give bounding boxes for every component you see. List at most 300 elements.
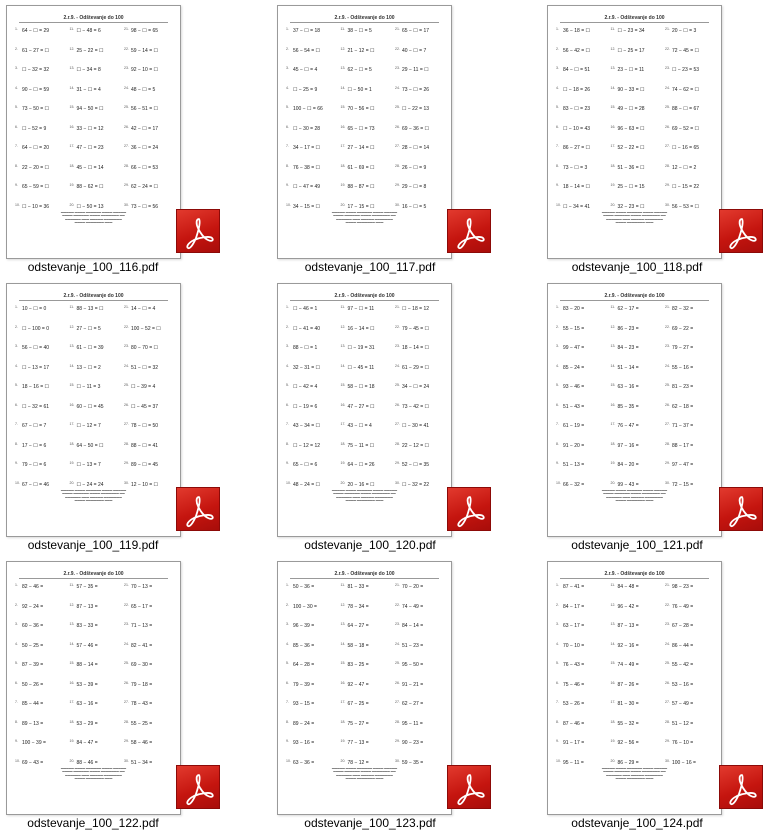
problem-number: 21. bbox=[124, 27, 129, 31]
file-name-label[interactable]: odstevanje_100_124.pdf bbox=[571, 816, 703, 830]
problem-item bbox=[395, 145, 443, 165]
problem-text: 73 − ☐ = 56 bbox=[131, 203, 159, 210]
problem-item bbox=[395, 165, 443, 185]
problem-text: 83 − 33 = bbox=[76, 623, 98, 629]
problem-number: 23. bbox=[665, 66, 670, 70]
pdf-thumbnail bbox=[547, 283, 722, 537]
problem-columns bbox=[7, 584, 180, 779]
problem-item bbox=[70, 623, 118, 643]
problem-item bbox=[15, 67, 63, 87]
problem-item bbox=[611, 623, 659, 643]
problem-number: 27. bbox=[395, 144, 400, 148]
problem-number: 16. bbox=[610, 402, 616, 407]
problem-number: 21. bbox=[124, 305, 129, 309]
problem-item bbox=[395, 721, 443, 741]
problem-item bbox=[611, 67, 659, 87]
problem-text: 67 − 25 = bbox=[347, 701, 369, 707]
problem-number: 8. bbox=[286, 163, 289, 168]
problem-text: 22 − 12 = ☐ bbox=[402, 442, 430, 449]
problem-number: 1. bbox=[286, 583, 289, 587]
problem-text: ☐ − 12 = 7 bbox=[76, 423, 101, 429]
problem-item bbox=[556, 662, 604, 682]
file-item[interactable] bbox=[527, 0, 767, 278]
problem-number: 12. bbox=[69, 46, 75, 51]
problem-text: 94 − 50 = ☐ bbox=[76, 106, 104, 112]
problem-text: 60 − 36 = bbox=[22, 623, 44, 629]
problem-column bbox=[124, 28, 172, 223]
problem-text: 93 − 16 = bbox=[293, 740, 315, 746]
problem-item bbox=[15, 184, 63, 204]
problem-text: 58 − ☐ = 18 bbox=[347, 384, 375, 390]
problem-item bbox=[665, 145, 713, 165]
problem-number: 9. bbox=[286, 183, 289, 187]
problem-number: 18. bbox=[610, 719, 616, 724]
problem-item bbox=[124, 643, 172, 663]
problem-number: 20. bbox=[610, 758, 616, 763]
file-item[interactable] bbox=[0, 278, 240, 556]
problem-number: 16. bbox=[610, 680, 616, 685]
problem-text: 61 − 19 = bbox=[563, 423, 585, 429]
problem-number: 25. bbox=[665, 383, 670, 387]
problem-text: 51 − 43 = bbox=[563, 403, 585, 410]
problem-text: 81 − 23 = bbox=[672, 384, 694, 390]
problem-item bbox=[611, 28, 659, 48]
problem-text: 12 − ☐ = 2 bbox=[672, 164, 697, 171]
problem-text: 20 − ☐ = 3 bbox=[672, 28, 697, 34]
problem-text: 87 − 26 = bbox=[617, 681, 639, 688]
problem-item bbox=[611, 584, 659, 604]
problem-number: 9. bbox=[15, 183, 18, 187]
problem-text: 16 − ☐ = 5 bbox=[402, 203, 427, 210]
problem-text: 92 − 24 = bbox=[22, 603, 44, 610]
problem-item bbox=[611, 682, 659, 702]
problem-number: 15. bbox=[340, 661, 346, 665]
problem-text: 63 − 16 = bbox=[617, 384, 639, 390]
problem-text: 70 − 20 = bbox=[402, 584, 424, 590]
problem-text: 47 − ☐ = 23 bbox=[76, 145, 104, 151]
problem-text: 90 − 33 = ☐ bbox=[617, 86, 645, 93]
problem-item bbox=[15, 48, 63, 68]
problem-number: 18. bbox=[610, 163, 616, 168]
problem-number: 3. bbox=[286, 344, 289, 348]
sheet-divider bbox=[290, 300, 439, 301]
problem-number: 11. bbox=[610, 583, 616, 587]
file-item[interactable] bbox=[0, 0, 240, 278]
problem-text: 64 − ☐ = 26 bbox=[347, 462, 375, 468]
problem-number: 1. bbox=[556, 305, 559, 309]
problem-column bbox=[124, 584, 172, 779]
problem-number: 3. bbox=[556, 344, 559, 348]
problem-number: 16. bbox=[610, 124, 616, 129]
problem-text: 34 − 17 = ☐ bbox=[293, 145, 321, 151]
problem-item bbox=[341, 423, 389, 443]
problem-text: 55 − 16 = bbox=[672, 364, 694, 371]
problem-text: 18 − 16 = ☐ bbox=[22, 384, 50, 390]
problem-text: 86 − 27 = ☐ bbox=[563, 145, 591, 151]
problem-item bbox=[665, 28, 713, 48]
problem-number: 16. bbox=[69, 124, 75, 129]
problem-number: 1. bbox=[15, 583, 18, 587]
problem-number: 2. bbox=[15, 46, 18, 51]
file-item[interactable] bbox=[527, 278, 767, 556]
problem-text: 88 − 46 = bbox=[76, 759, 98, 766]
problem-item bbox=[395, 87, 443, 107]
problem-item bbox=[124, 326, 172, 346]
problem-item bbox=[341, 28, 389, 48]
problem-text: 97 − ☐ = 11 bbox=[347, 306, 375, 312]
problem-number: 11. bbox=[69, 27, 75, 31]
problem-number: 6. bbox=[286, 402, 289, 407]
problem-number: 11. bbox=[340, 305, 346, 309]
problem-item bbox=[556, 87, 604, 107]
file-item[interactable] bbox=[0, 556, 240, 834]
problem-text: 67 − 28 = bbox=[672, 623, 694, 629]
problem-item bbox=[70, 682, 118, 702]
problem-item bbox=[611, 306, 659, 326]
problem-number: 7. bbox=[15, 700, 18, 704]
problem-item bbox=[665, 404, 713, 424]
file-item[interactable] bbox=[264, 0, 504, 278]
sheet-title: 2.r.9. - Odštevanje do 100 bbox=[63, 15, 124, 21]
problem-item bbox=[556, 740, 604, 760]
problem-item bbox=[124, 28, 172, 48]
problem-number: 14. bbox=[69, 641, 75, 646]
problem-text: 53 − 26 = bbox=[563, 701, 585, 707]
problem-text: 95 − 11 = bbox=[402, 720, 423, 727]
problem-text: 79 − 27 = bbox=[672, 345, 694, 351]
problem-item bbox=[395, 126, 443, 146]
problem-number: 20. bbox=[340, 480, 346, 485]
problem-text: 65 − ☐ = 6 bbox=[293, 462, 318, 468]
problem-number: 19. bbox=[69, 183, 75, 187]
problem-number: 9. bbox=[556, 461, 559, 465]
problem-text: ☐ − 50 = 1 bbox=[347, 86, 372, 93]
problem-item bbox=[556, 623, 604, 643]
problem-number: 27. bbox=[395, 700, 400, 704]
problem-number: 4. bbox=[15, 85, 18, 90]
problem-number: 5. bbox=[286, 383, 289, 387]
problem-item bbox=[341, 682, 389, 702]
problem-item bbox=[556, 423, 604, 443]
problem-item bbox=[341, 126, 389, 146]
problem-number: 25. bbox=[395, 383, 400, 387]
problem-text: ☐ − 23 = 53 bbox=[672, 67, 700, 73]
file-name-label[interactable]: odstevanje_100_118.pdf bbox=[571, 260, 703, 274]
problem-text: ☐ − 10 = 43 bbox=[563, 125, 591, 132]
problem-text: ☐ − 32 = 61 bbox=[22, 403, 50, 410]
problem-item bbox=[556, 48, 604, 68]
problem-number: 5. bbox=[556, 661, 559, 665]
problem-item bbox=[124, 682, 172, 702]
problem-text: 81 − 30 = bbox=[617, 701, 639, 707]
problem-number: 24. bbox=[665, 85, 670, 90]
problem-item bbox=[341, 87, 389, 107]
problem-number: 18. bbox=[340, 719, 346, 724]
problem-number: 22. bbox=[395, 324, 400, 329]
problem-number: 18. bbox=[69, 719, 75, 724]
problem-number: 27. bbox=[395, 422, 400, 426]
problem-text: 87 − 46 = bbox=[563, 720, 585, 727]
problem-text: 100 − ☐ = 66 bbox=[293, 106, 323, 112]
problem-item bbox=[341, 701, 389, 721]
problem-text: ☐ − 50 = 13 bbox=[76, 203, 104, 210]
problem-item bbox=[341, 721, 389, 741]
problem-item bbox=[556, 584, 604, 604]
problem-item bbox=[341, 462, 389, 482]
problem-item bbox=[70, 165, 118, 185]
problem-item bbox=[556, 404, 604, 424]
problem-number: 11. bbox=[340, 27, 346, 31]
problem-item bbox=[70, 145, 118, 165]
problem-number: 26. bbox=[395, 680, 400, 685]
problem-text: 96 − 39 = bbox=[293, 623, 315, 629]
problem-number: 20. bbox=[610, 480, 616, 485]
problem-number: 9. bbox=[15, 461, 18, 465]
problem-item bbox=[286, 184, 334, 204]
file-item[interactable] bbox=[264, 278, 504, 556]
problem-column bbox=[665, 584, 713, 779]
problem-item bbox=[124, 623, 172, 643]
problem-text: 93 − 46 = bbox=[563, 384, 585, 390]
problem-number: 4. bbox=[556, 641, 559, 646]
problem-text: ☐ − 46 = 1 bbox=[293, 306, 318, 312]
problem-item bbox=[124, 584, 172, 604]
problem-text: 52 − 22 = ☐ bbox=[617, 145, 645, 151]
problem-number: 29. bbox=[395, 461, 400, 465]
problem-text: 66 − 32 = bbox=[563, 481, 585, 488]
file-item[interactable] bbox=[527, 556, 767, 834]
problem-number: 24. bbox=[395, 641, 400, 646]
problem-number: 23. bbox=[395, 622, 400, 626]
problem-text: 25 − 22 = ☐ bbox=[76, 47, 104, 54]
problem-text: 27 − ☐ = 5 bbox=[76, 325, 101, 332]
problem-text: 67 − ☐ = 7 bbox=[22, 423, 47, 429]
problem-number: 6. bbox=[556, 124, 559, 129]
problem-item bbox=[286, 740, 334, 760]
problem-item bbox=[286, 345, 334, 365]
problem-number: 13. bbox=[69, 622, 75, 626]
problem-item bbox=[124, 604, 172, 624]
problem-number: 9. bbox=[556, 183, 559, 187]
problem-number: 15. bbox=[69, 105, 75, 109]
file-name-label[interactable]: odstevanje_100_123.pdf bbox=[304, 816, 436, 830]
problem-item bbox=[611, 184, 659, 204]
problem-item bbox=[286, 662, 334, 682]
problem-columns bbox=[278, 28, 451, 223]
problem-text: 23 − ☐ = 11 bbox=[617, 67, 645, 73]
problem-item bbox=[556, 126, 604, 146]
problem-number: 1. bbox=[286, 305, 289, 309]
problem-item bbox=[341, 145, 389, 165]
problem-number: 7. bbox=[286, 144, 289, 148]
problem-text: 69 − 43 = bbox=[22, 759, 44, 766]
sheet-footer-text: ▬▬▬▬▬ ▬▬▬▬ ▬▬▬▬▬▬ ▬▬▬▬ ▬▬▬▬▬ ▬▬▬▬ ▬▬▬▬▬▬ ▬▬▬▬ ▬▬▬▬▬▬▬ ▬▬ ▬▬▬▬▬▬ ▬▬▬ ▬▬▬▬▬ ▬▬▬▬▬▬▬ ▬▬▬▬ ▬▬▬▬▬▬▬ ▬▬▬ bbox=[60, 489, 127, 502]
problem-item bbox=[124, 165, 172, 185]
problem-number: 13. bbox=[610, 344, 616, 348]
problem-item bbox=[15, 682, 63, 702]
problem-text: 85 − 36 = bbox=[293, 642, 315, 649]
problem-text: 51 − 14 = bbox=[617, 364, 639, 371]
sheet-footer-text: ▬▬▬▬▬ ▬▬▬▬ ▬▬▬▬▬▬ ▬▬▬▬ ▬▬▬▬▬ ▬▬▬▬ ▬▬▬▬▬▬ ▬▬▬▬ ▬▬▬▬▬▬▬ ▬▬ ▬▬▬▬▬▬ ▬▬▬ ▬▬▬▬▬ ▬▬▬▬▬▬▬ ▬▬▬▬ ▬▬▬▬▬▬▬ ▬▬▬ bbox=[60, 767, 127, 780]
problem-number: 10. bbox=[286, 480, 291, 485]
problem-text: ☐ − 10 = 36 bbox=[22, 203, 50, 210]
problem-item bbox=[665, 423, 713, 443]
problem-text: 22 − 20 = ☐ bbox=[22, 164, 50, 171]
file-name-label[interactable]: odstevanje_100_122.pdf bbox=[27, 816, 159, 830]
sheet-title: 2.r.9. - Odštevanje do 100 bbox=[334, 293, 395, 299]
problem-item bbox=[124, 462, 172, 482]
problem-text: 83 − 20 = bbox=[563, 306, 585, 312]
problem-column bbox=[556, 306, 604, 501]
problem-text: 36 − 18 = ☐ bbox=[563, 28, 591, 34]
problem-number: 2. bbox=[556, 602, 559, 607]
problem-item bbox=[15, 662, 63, 682]
problem-text: 13 − ☐ = 2 bbox=[76, 364, 101, 371]
problem-item bbox=[395, 67, 443, 87]
problem-item bbox=[395, 384, 443, 404]
problem-number: 12. bbox=[610, 46, 616, 51]
problem-text: 55 − 25 = bbox=[131, 720, 153, 727]
problem-number: 3. bbox=[286, 622, 289, 626]
problem-item bbox=[665, 721, 713, 741]
problem-number: 29. bbox=[124, 183, 129, 187]
problem-text: 69 − 30 = bbox=[131, 662, 153, 668]
problem-number: 4. bbox=[15, 641, 18, 646]
problem-column bbox=[665, 306, 713, 501]
problem-text: ☐ − 34 = 41 bbox=[563, 203, 591, 210]
problem-text: 73 − ☐ = 3 bbox=[563, 164, 588, 171]
problem-item bbox=[611, 106, 659, 126]
problem-number: 13. bbox=[69, 66, 75, 70]
problem-number: 5. bbox=[15, 105, 18, 109]
problem-number: 26. bbox=[124, 124, 129, 129]
problem-text: ☐ − 22 = 13 bbox=[402, 106, 430, 112]
problem-text: 87 − 13 = bbox=[617, 623, 639, 629]
problem-item bbox=[286, 326, 334, 346]
file-name-label[interactable]: odstevanje_100_117.pdf bbox=[304, 260, 436, 274]
problem-item bbox=[611, 604, 659, 624]
problem-number: 6. bbox=[15, 680, 18, 685]
problem-text: 85 − 35 = bbox=[617, 403, 639, 410]
problem-text: ☐ − 100 = 0 bbox=[22, 325, 50, 332]
problem-number: 11. bbox=[69, 583, 75, 587]
problem-number: 19. bbox=[69, 461, 75, 465]
problem-text: 34 − 15 = ☐ bbox=[293, 203, 321, 210]
problem-number: 23. bbox=[395, 66, 400, 70]
problem-columns bbox=[278, 306, 451, 501]
problem-text: 18 − 14 = ☐ bbox=[402, 345, 430, 351]
file-name-label[interactable]: odstevanje_100_121.pdf bbox=[571, 538, 703, 552]
sheet-title: 2.r.9. - Odštevanje do 100 bbox=[63, 293, 124, 299]
problem-number: 7. bbox=[556, 700, 559, 704]
problem-item bbox=[611, 423, 659, 443]
problem-number: 7. bbox=[286, 700, 289, 704]
problem-number: 12. bbox=[340, 602, 346, 607]
problem-text: ☐ − 19 = 6 bbox=[293, 403, 318, 410]
problem-item bbox=[286, 604, 334, 624]
problem-text: 50 − 26 = bbox=[22, 681, 44, 688]
problem-item bbox=[665, 604, 713, 624]
problem-number: 30. bbox=[124, 758, 129, 763]
problem-column bbox=[124, 306, 172, 501]
problem-number: 16. bbox=[69, 402, 75, 407]
problem-number: 14. bbox=[340, 363, 346, 368]
problem-number: 29. bbox=[395, 739, 400, 743]
problem-text: 100 − 52 = ☐ bbox=[131, 325, 161, 332]
problem-number: 17. bbox=[340, 144, 346, 148]
problem-item bbox=[341, 404, 389, 424]
problem-number: 26. bbox=[395, 124, 400, 129]
problem-number: 2. bbox=[556, 324, 559, 329]
problem-text: 56 − 42 = ☐ bbox=[563, 47, 591, 54]
problem-text: 52 − ☐ = 35 bbox=[402, 462, 430, 468]
problem-text: 21 − 12 = ☐ bbox=[347, 47, 375, 54]
file-name-label[interactable]: odstevanje_100_119.pdf bbox=[27, 538, 159, 552]
problem-number: 13. bbox=[340, 344, 346, 348]
problem-item bbox=[286, 67, 334, 87]
problem-item bbox=[556, 443, 604, 463]
problem-text: 99 − 43 = bbox=[617, 481, 639, 488]
problem-item bbox=[556, 306, 604, 326]
problem-item bbox=[395, 404, 443, 424]
problem-text: 77 − 13 = bbox=[347, 740, 369, 746]
problem-item bbox=[556, 345, 604, 365]
problem-number: 30. bbox=[665, 202, 670, 207]
problem-number: 23. bbox=[665, 344, 670, 348]
problem-text: ☐ − 30 = 41 bbox=[402, 423, 430, 429]
file-item[interactable] bbox=[264, 556, 504, 834]
problem-text: ☐ − 23 = 34 bbox=[617, 28, 645, 34]
problem-number: 6. bbox=[556, 680, 559, 685]
problem-item bbox=[556, 184, 604, 204]
problem-text: 96 − 63 = ☐ bbox=[617, 125, 645, 132]
problem-number: 25. bbox=[665, 661, 670, 665]
problem-columns bbox=[548, 28, 721, 223]
pdf-thumbnail bbox=[277, 561, 452, 815]
problem-item bbox=[556, 145, 604, 165]
problem-text: 84 − 17 = bbox=[563, 603, 585, 610]
problem-number: 8. bbox=[556, 163, 559, 168]
problem-text: 89 − ☐ = 45 bbox=[131, 462, 159, 468]
sheet-footer-text: ▬▬▬▬▬ ▬▬▬▬ ▬▬▬▬▬▬ ▬▬▬▬ ▬▬▬▬▬ ▬▬▬▬ ▬▬▬▬▬▬ ▬▬▬▬ ▬▬▬▬▬▬▬ ▬▬ ▬▬▬▬▬▬ ▬▬▬ ▬▬▬▬▬ ▬▬▬▬▬▬▬ ▬▬▬▬ ▬▬▬▬▬▬▬ ▬▬▬ bbox=[601, 767, 668, 780]
file-name-label[interactable]: odstevanje_100_120.pdf bbox=[304, 538, 436, 552]
problem-text: 56 − 53 = ☐ bbox=[672, 203, 700, 210]
pdf-thumbnail bbox=[6, 5, 181, 259]
pdf-thumbnail bbox=[277, 283, 452, 537]
problem-item bbox=[665, 662, 713, 682]
problem-text: 76 − 47 = bbox=[617, 423, 639, 429]
problem-item bbox=[341, 584, 389, 604]
problem-text: 51 − ☐ = 32 bbox=[131, 364, 159, 371]
sheet-footer-text: ▬▬▬▬▬ ▬▬▬▬ ▬▬▬▬▬▬ ▬▬▬▬ ▬▬▬▬▬ ▬▬▬▬ ▬▬▬▬▬▬ ▬▬▬▬ ▬▬▬▬▬▬▬ ▬▬ ▬▬▬▬▬▬ ▬▬▬ ▬▬▬▬▬ ▬▬▬▬▬▬▬ ▬▬▬▬ ▬▬▬▬▬▬▬ ▬▬▬ bbox=[331, 211, 398, 224]
problem-item bbox=[611, 165, 659, 185]
problem-item bbox=[395, 345, 443, 365]
problem-item bbox=[665, 443, 713, 463]
problem-number: 13. bbox=[610, 622, 616, 626]
problem-item bbox=[395, 365, 443, 385]
problem-item bbox=[611, 345, 659, 365]
problem-number: 9. bbox=[286, 461, 289, 465]
problem-item bbox=[665, 326, 713, 346]
problem-number: 1. bbox=[556, 583, 559, 587]
problem-item bbox=[395, 48, 443, 68]
problem-number: 29. bbox=[665, 183, 670, 187]
problem-text: 74 − 49 = bbox=[617, 662, 639, 668]
sheet-divider bbox=[560, 22, 709, 23]
problem-text: 62 − 27 = bbox=[402, 701, 424, 707]
problem-number: 21. bbox=[395, 27, 400, 31]
file-name-label[interactable]: odstevanje_100_116.pdf bbox=[27, 260, 159, 274]
